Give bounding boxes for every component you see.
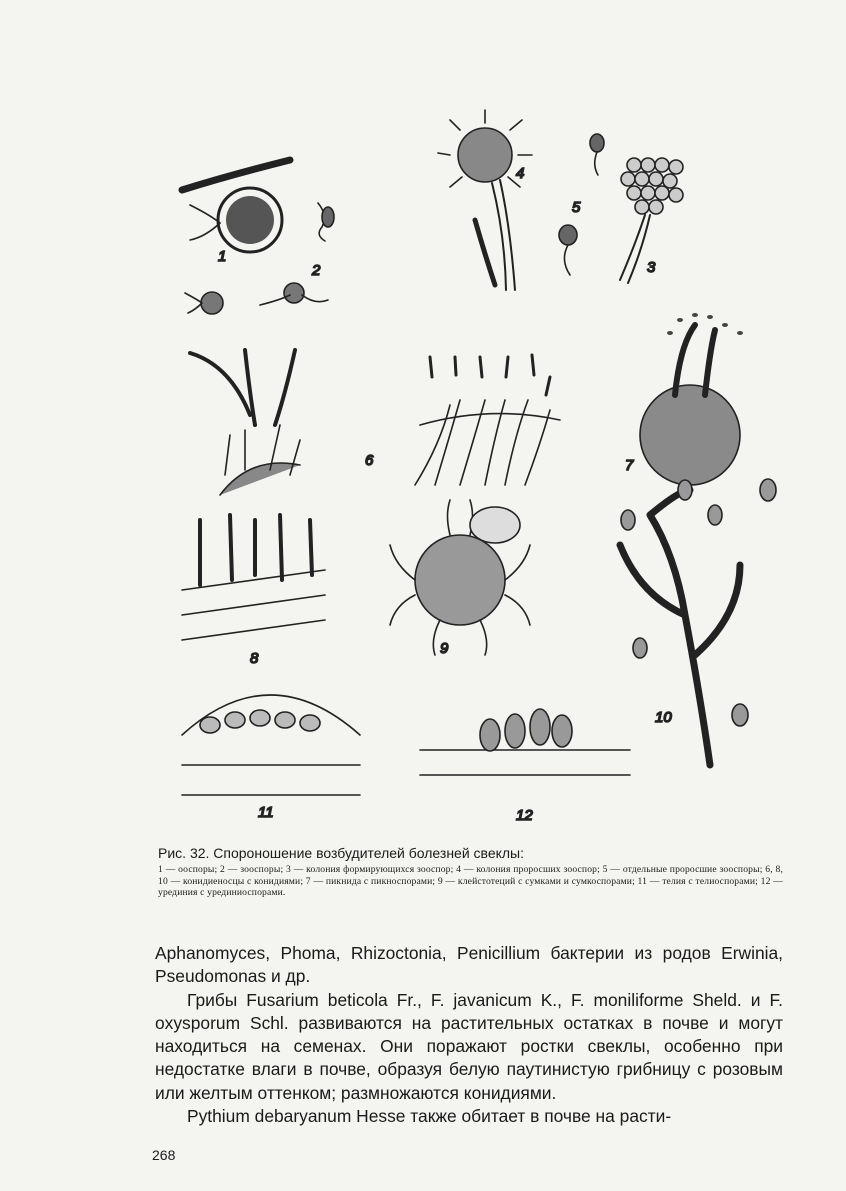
caption-title: Рис. 32. Спороношение возбудителей болезней свеклы: <box>158 845 525 861</box>
figure-illustration <box>150 95 790 835</box>
drawing-zoospore-colony-germinated <box>438 110 532 290</box>
page-number: 268 <box>152 1147 176 1163</box>
drawing-conidiophores-middle <box>415 355 560 485</box>
paragraph: Грибы Fusarium beticola Fr., F. javanicum K., F. moniliforme Sheld. и F. oxysporum Schl. развиваются на растительных остатках в почве и могут находиться на семенах. Они поражают ростки свеклы, особенно при недостатке влаги в почве, образуя белую паутинистую грибницу с розовым или желтым оттенком; размножаются конидиями. <box>155 989 783 1103</box>
figure-caption <box>158 845 783 899</box>
drawing-conidiophores-left <box>190 350 300 495</box>
caption-legend: 1 — ооспоры; 2 — зооспоры; 3 — колония формирующихся зооспор; 4 — колония проросших зооспор; 5 — отдельные проросшие зооспоры; 6, 8, 10 — конидиеносцы с конидиями; 7 — пикнида с пикноспорами; 9 — клейстотеций с сумками и сумкоспорами; 11 — телия с телиоспорами; 12 — урединия с урединиоспорами. <box>158 864 783 899</box>
drawing-uredinium <box>420 709 630 775</box>
drawing-conidiophores-on-tissue <box>182 515 325 640</box>
figure-label-2: 2 <box>312 262 321 279</box>
drawing-pycnidium <box>640 313 743 485</box>
figure-label-5: 5 <box>572 199 581 216</box>
drawing-cleistothecium <box>390 500 530 655</box>
drawing-single-zoospores <box>559 134 604 275</box>
drawing-branched-conidiophore <box>620 479 776 765</box>
paragraph: Pythium debaryanum Hesse также обитает в почве на расти- <box>187 1106 672 1127</box>
figure-label-7: 7 <box>625 457 634 474</box>
drawing-telium <box>182 695 360 795</box>
figure-label-9: 9 <box>440 640 449 657</box>
figure-label-10: 10 <box>655 709 672 726</box>
figure-label-6: 6 <box>365 452 374 469</box>
paragraph: Aphanomyces, Phoma, Rhizoctonia, Penicillium бактерии из родов Erwinia, Pseudomonas и др. <box>155 943 783 987</box>
figure-label-3: 3 <box>647 259 656 276</box>
figure-label-12: 12 <box>516 807 533 824</box>
figure-label-11: 11 <box>258 804 274 821</box>
figure-label-8: 8 <box>250 650 259 667</box>
fungi-sporulation-drawing <box>150 95 790 835</box>
figure-label-4: 4 <box>516 165 525 182</box>
figure-label-1: 1 <box>218 248 227 265</box>
body-text <box>155 942 783 1128</box>
drawing-oospore <box>182 160 290 314</box>
